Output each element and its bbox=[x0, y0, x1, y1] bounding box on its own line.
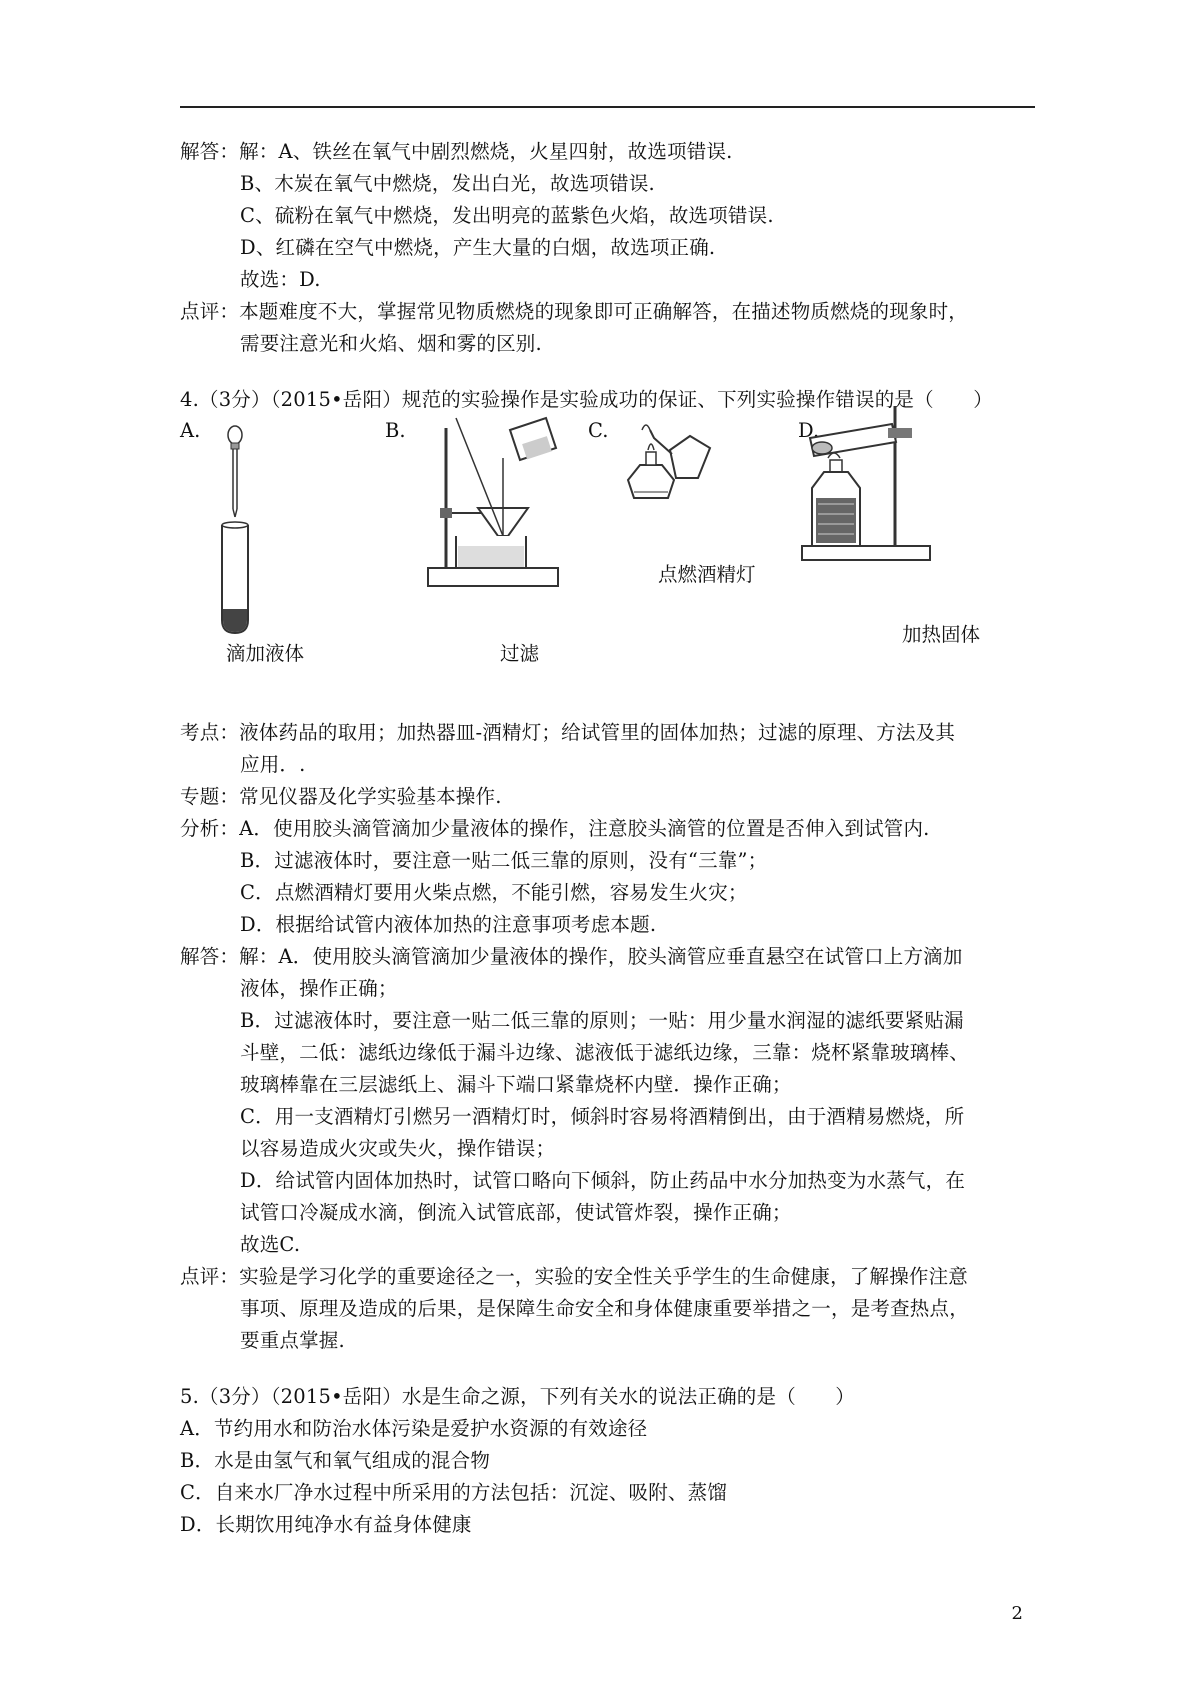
q3-answer-line: D、红磷在空气中燃烧，产生大量的白烟，故选项正确. bbox=[240, 236, 716, 259]
q4-zhuanti: 专题：常见仪器及化学实验基本操作. bbox=[180, 785, 502, 808]
q4-analysis-line: D．根据给试管内液体加热的注意事项考虑本题. bbox=[240, 913, 657, 936]
dropper-test-tube-figure bbox=[210, 425, 260, 635]
q4-answer-line: 解答：解：A．使用胶头滴管滴加少量液体的操作，胶头滴管应垂直悬空在试管口上方滴加 bbox=[180, 945, 963, 968]
q4-answer-line: 故选C. bbox=[240, 1233, 301, 1256]
q4-option-c-caption: 点燃酒精灯 bbox=[658, 563, 756, 586]
heating-solid-figure bbox=[800, 398, 940, 563]
q4-answer-line: D．给试管内固体加热时，试管口略向下倾斜，防止药品中水分加热变为水蒸气，在 bbox=[240, 1169, 966, 1192]
q4-option-d-label: D. bbox=[798, 419, 820, 442]
q4-option-c-label: C. bbox=[588, 419, 609, 442]
q4-answer-line: 玻璃棒靠在三层滤纸上、漏斗下端口紧靠烧杯内壁．操作正确； bbox=[240, 1073, 792, 1096]
q5-stem: 5.（3分）（2015•岳阳）水是生命之源，下列有关水的说法正确的是（ ） bbox=[180, 1385, 855, 1408]
q4-answer-line: C．用一支酒精灯引燃另一酒精灯时，倾斜时容易将酒精倒出，由于酒精易燃烧，所 bbox=[240, 1105, 965, 1128]
q3-answer-line: 故选：D. bbox=[240, 268, 321, 291]
q4-answer-line: 以容易造成火灾或失火，操作错误； bbox=[240, 1137, 556, 1160]
header-rule bbox=[180, 106, 1035, 108]
q4-option-b-caption: 过滤 bbox=[500, 642, 540, 665]
q3-answer-line: C、硫粉在氧气中燃烧，发出明亮的蓝紫色火焰，故选项错误. bbox=[240, 204, 774, 227]
q4-stem: 4.（3分）（2015•岳阳）规范的实验操作是实验成功的保证、下列实验操作错误的是（ ） bbox=[180, 388, 993, 411]
q5-option-d: D．长期饮用纯净水有益身体健康 bbox=[180, 1513, 472, 1536]
q4-comment-line: 事项、原理及造成的后果，是保障生命安全和身体健康重要举措之一，是考查热点， bbox=[240, 1297, 969, 1320]
q5-option-b: B．水是由氢气和氧气组成的混合物 bbox=[180, 1449, 491, 1472]
q3-comment-line: 点评：本题难度不大，掌握常见物质燃烧的现象即可正确解答，在描述物质燃烧的现象时， bbox=[180, 300, 969, 323]
q4-answer-line: 试管口冷凝成水滴，倒流入试管底部，使试管炸裂，操作正确； bbox=[240, 1201, 792, 1224]
q3-comment-line: 需要注意光和火焰、烟和雾的区别. bbox=[240, 332, 542, 355]
q4-answer-line: B．过滤液体时，要注意一贴二低三靠的原则；一贴：用少量水润湿的滤纸要紧贴漏 bbox=[240, 1009, 964, 1032]
q5-option-c: C．自来水厂净水过程中所采用的方法包括：沉淀、吸附、蒸馏 bbox=[180, 1481, 728, 1504]
q3-answer-line: 解答：解：A、铁丝在氧气中剧烈燃烧，火星四射，故选项错误. bbox=[180, 140, 733, 163]
q4-option-a-caption: 滴加液体 bbox=[226, 642, 305, 665]
q4-option-b-label: B. bbox=[385, 419, 406, 442]
page-number: 2 bbox=[1011, 1603, 1023, 1624]
filtration-figure bbox=[428, 418, 568, 598]
q4-answer-line: 斗壁，二低：滤纸边缘低于漏斗边缘、滤液低于滤纸边缘，三靠：烧杯紧靠玻璃棒、 bbox=[240, 1041, 969, 1064]
q4-comment-line: 要重点掌握. bbox=[240, 1329, 345, 1352]
q4-analysis-line: C．点燃酒精灯要用火柴点燃，不能引燃，容易发生火灾； bbox=[240, 881, 748, 904]
q4-kaodian-cont: 应用．. bbox=[240, 753, 306, 776]
q4-kaodian: 考点：液体药品的取用；加热器皿-酒精灯；给试管里的固体加热；过滤的原理、方法及其 bbox=[180, 721, 956, 744]
q4-analysis-line: B．过滤液体时，要注意一贴二低三靠的原则，没有“三靠”； bbox=[240, 849, 768, 872]
q4-answer-line: 液体，操作正确； bbox=[240, 977, 398, 1000]
q4-comment-line: 点评：实验是学习化学的重要途径之一，实验的安全性关乎学生的生命健康，了解操作注意 bbox=[180, 1265, 969, 1288]
q3-answer-line: B、木炭在氧气中燃烧，发出白光，故选项错误. bbox=[240, 172, 655, 195]
q4-option-a-label: A. bbox=[180, 419, 201, 442]
q5-option-a: A．节约用水和防治水体污染是爱护水资源的有效途径 bbox=[180, 1417, 648, 1440]
alcohol-lamp-lighting-figure bbox=[610, 420, 730, 515]
q4-analysis-line: 分析：A．使用胶头滴管滴加少量液体的操作，注意胶头滴管的位置是否伸入到试管内. bbox=[180, 817, 930, 840]
q4-option-d-caption: 加热固体 bbox=[902, 623, 981, 646]
